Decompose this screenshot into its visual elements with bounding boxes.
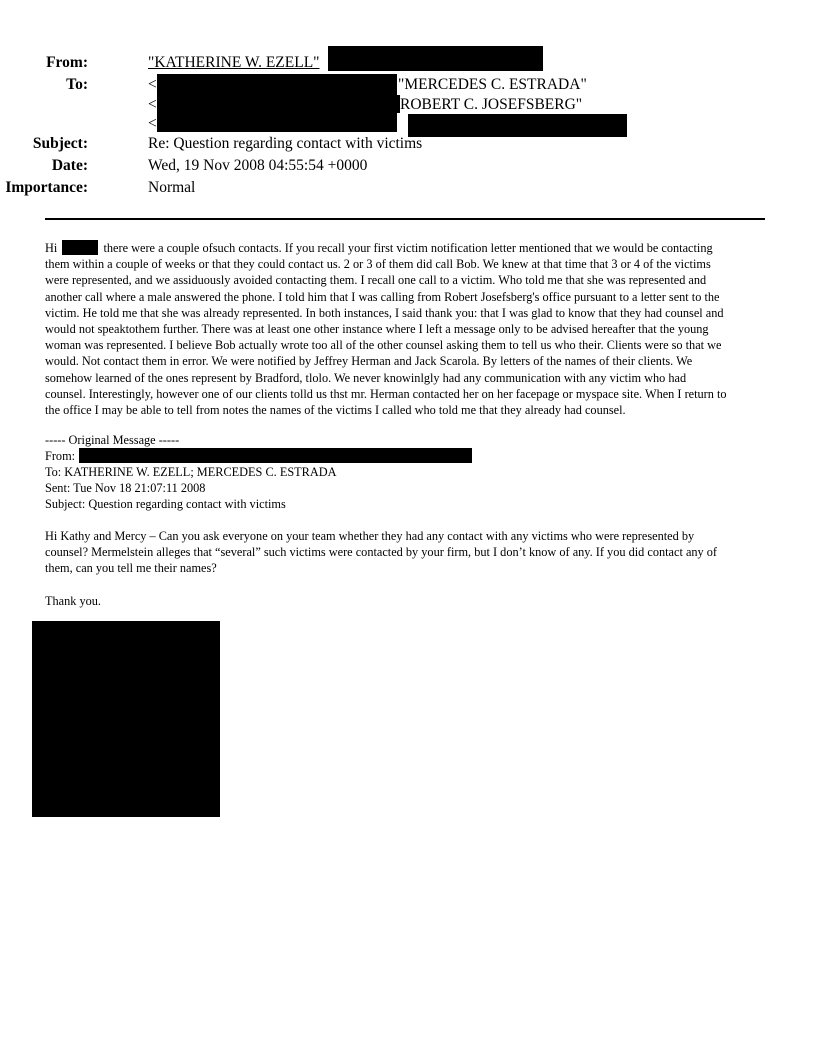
reply-line: woman was represented. I believe Bob actually wrote too all of the other counsel asking them to tell us who their. Clients were so that we [45,338,722,353]
reply-line: the office I may be able to tell from notes the names of the victims I called who told me that they already had counsel. [45,403,626,418]
reply-line: Hi there were a couple ofsuch contacts. If you recall your first victim notification letter mentioned that we would be contacting [45,241,713,255]
original-to: To: KATHERINE W. EZELL; MERCEDES C. ESTRADA [45,465,337,479]
to-line1-prefix: < [148,76,157,93]
reply-line: them within a couple of weeks or that they could contact us. 2 or 3 of them did call Bob. We knew at that time that 3 or 4 of the victims [45,257,711,272]
reply-greeting: Hi [45,241,58,255]
reply-line: were represented, and we assiduously avoided contacting them. I recall one call to a victim. Who told me that she was represented and [45,273,707,288]
to-recipient-estrada: "MERCEDES C. ESTRADA" [398,76,587,93]
original-body-line: counsel? Mermelstein alleges that “several” such victims were contacted by your firm, but I don’t know of any. If you did contact any of [45,545,718,560]
reply-body [45,240,767,418]
original-body-line: Hi Kathy and Mercy – Can you ask everyone on your team whether they had any contact with any victims who were represented by [45,529,695,543]
original-message-divider: ----- Original Message ----- [45,433,180,447]
to-line3-prefix: < [148,115,157,132]
from-value: "KATHERINE W. EZELL" [148,54,320,71]
redaction-from-email [328,46,543,71]
subject-label: Subject: [32,135,88,152]
reply-line: counsel. Interestingly, however one of our clients tolld us thst mr. Herman contacted her on her facepage or myspace site. When I return to [45,386,727,401]
redaction-to-line3 [408,114,627,137]
header-divider [45,218,765,220]
original-body-line: them, can you tell me their names? [45,561,217,576]
importance-value: Normal [148,179,196,196]
reply-line: would. Not contact them in error. We were notified by Jeffrey Herman and Jack Scarola. By letters of the names of their clients. We [45,354,693,369]
reply-line: would not speaktothem further. There was at least one other instance where I left a message only to be advised hereafter that the young [45,322,709,337]
redaction-signature-block [32,621,220,817]
to-line2-prefix: < [148,96,157,113]
subject-value: Re: Question regarding contact with victims [148,135,423,152]
original-body [45,528,767,577]
original-closing: Thank you. [45,594,102,608]
reply-line: somehow learned of the ones represent by Bradford, tlolo. We never knowinlgly had any communication with any victim who had [45,370,687,385]
original-subject: Subject: Question regarding contact with victims [45,497,286,511]
reply-line: another call where a male answered the phone. I told him that I was calling from Robert Josefsberg's office pursuant to a letter sent to the [45,289,720,304]
to-recipient-josefsberg: ROBERT C. JOSEFSBERG" [400,96,583,113]
to-label: To: [66,76,88,93]
original-sent: Sent: Tue Nov 18 21:07:11 2008 [45,481,206,495]
importance-label: Importance: [5,179,88,196]
redaction-recipient-name [62,240,98,255]
original-from-label: From: [45,449,76,463]
date-value: Wed, 19 Nov 2008 04:55:54 +0000 [148,157,368,174]
reply-line: victim. He told me that she was already represented. In both instances, I said thank you: that I was glad to know that they had counsel and [45,305,724,320]
redaction-original-from [79,448,472,463]
date-label: Date: [51,157,88,174]
from-label: From: [46,54,88,71]
redaction-to-line2 [157,95,400,113]
